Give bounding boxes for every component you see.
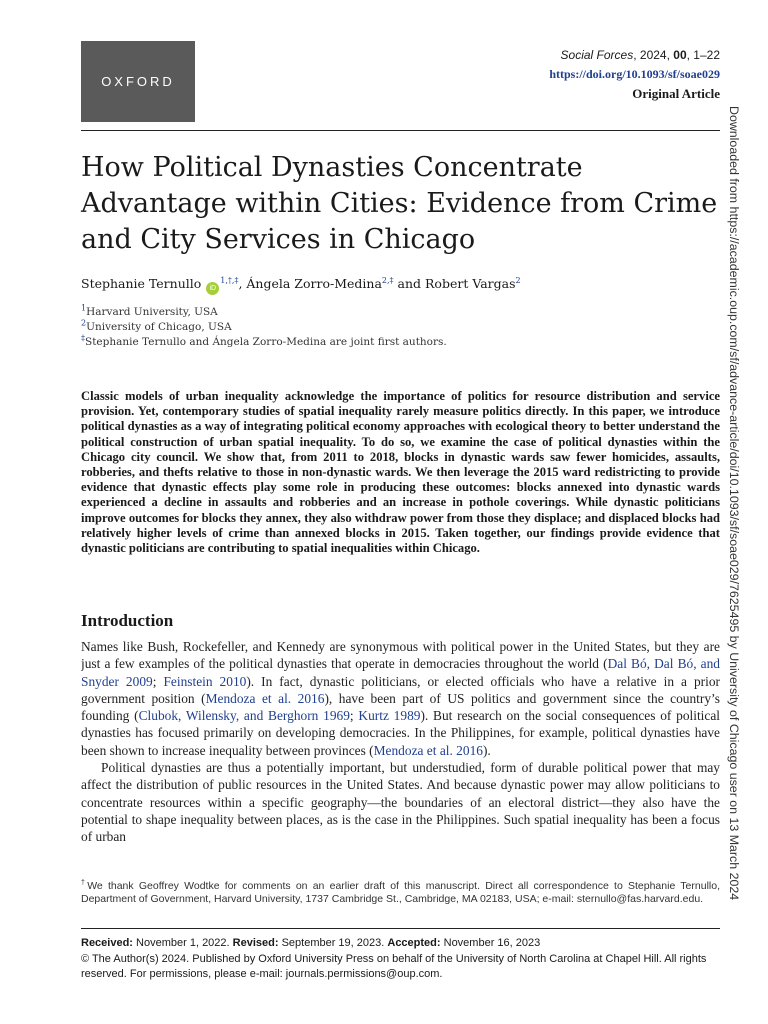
logo-text: OXFORD bbox=[101, 74, 175, 89]
abstract: Classic models of urban inequality acknowledge the importance of politics for resource distribution and service provision. Yet, contemporary studies of spatial inequality rarely measure politics directly. In this paper, we introduce political dynasties as a way of integrating political economy approaches with ecological theory to better understand the political construction of urban spatial inequality. To do so, we examine the case of political dynasties within the Chicago city council. We show that, from 2011 to 2018, blocks in dynastic wards saw fewer homicides, assaults, robberies, and thefts relative to those in non-dynastic wards. We then leverage the 2015 ward redistricting to provide evidence that dynastic effects play some role in producing these outcomes: blocks annexed into dynastic wards experienced a decline in assaults and robberies and an increase in pothole coverings. While dynastic politicians improve outcomes for blocks they annex, they also withdraw power from those they displace; and displaced blocks had relatively higher levels of crime than annexed blocks in 2015. Taken together, our findings provide evidence that dynastic politicians are contributing to spatial inequalities within Chicago. bbox=[81, 389, 720, 556]
download-note: Downloaded from https://academic.oup.com/sf/advance-article/doi/10.1093/sf/soae029/7625495 by University of Chicago user on 13 March 2024 bbox=[727, 106, 741, 901]
download-sidebar bbox=[726, 106, 742, 916]
affiliation-sup: 1 bbox=[81, 303, 87, 313]
doi-link[interactable]: https://doi.org/10.1093/sf/soae029 bbox=[549, 67, 720, 81]
author-sup[interactable]: 2,‡ bbox=[381, 275, 394, 285]
affiliation-item bbox=[81, 305, 447, 320]
affiliation-text: Harvard University, USA bbox=[86, 306, 218, 318]
author-sup[interactable]: 1,†,‡ bbox=[220, 275, 239, 285]
affiliation-item bbox=[81, 335, 447, 350]
accepted-date: November 16, 2023 bbox=[440, 937, 541, 949]
author-separator: and bbox=[393, 276, 426, 291]
journal-year: , 2024, bbox=[633, 48, 674, 62]
journal-volume: 00 bbox=[673, 48, 687, 62]
header-rule bbox=[81, 130, 720, 131]
citation-link[interactable]: Dal Bó, Dal Bó, and Snyder 2009 bbox=[81, 656, 720, 689]
footer-rule bbox=[81, 928, 720, 929]
text-run: ). In fact, dynastic politicians, or elected officials who have a relative in a prior government position ( bbox=[81, 673, 720, 706]
affiliation-sup: ‡ bbox=[81, 333, 85, 343]
accepted-label: Accepted: bbox=[387, 937, 441, 949]
revised-date: September 19, 2023. bbox=[278, 937, 388, 949]
author-separator: , bbox=[238, 276, 247, 291]
orcid-icon[interactable]: iD bbox=[206, 282, 219, 295]
section-heading-introduction: Introduction bbox=[81, 611, 174, 630]
article-title: How Political Dynasties Concentrate Advantage within Cities: Evidence from Crime and City Services in Chicago bbox=[81, 152, 718, 255]
article-type: Original Article bbox=[632, 86, 720, 101]
author-name[interactable]: Ángela Zorro-Medina bbox=[246, 276, 382, 291]
footnote-sup: † bbox=[81, 879, 88, 887]
journal-info bbox=[549, 46, 720, 103]
journal-name: Social Forces bbox=[560, 48, 634, 62]
affiliation-sup: 2 bbox=[81, 318, 87, 328]
author-name[interactable]: Robert Vargas bbox=[425, 276, 516, 291]
revised-label: Revised: bbox=[232, 937, 279, 949]
footnote bbox=[81, 880, 720, 906]
received-date: November 1, 2022. bbox=[132, 937, 233, 949]
text-run: ), have been part of US politics and government since the country’s founding ( bbox=[81, 690, 720, 724]
affiliation-text: Stephanie Ternullo and Ángela Zorro-Medina are joint first authors. bbox=[85, 336, 447, 348]
journal-citation bbox=[549, 46, 720, 65]
paragraph: Political dynasties are thus a potentially important, but understudied, form of durable political power that may affect the distribution of public resources in the United States. And because dynastic power may allow politicians to concentrate resources within a specific geography—the boundaries of an electoral district—they also have the potential to shape inequality between places, as is the case in the Philippines. Such spatial inequality has been a focus of urban bbox=[81, 760, 720, 845]
oxford-logo bbox=[81, 41, 195, 122]
author-list bbox=[81, 276, 521, 295]
journal-pages: , 1–22 bbox=[686, 48, 720, 62]
affiliation-text: University of Chicago, USA bbox=[86, 321, 232, 333]
received-label: Received: bbox=[81, 937, 133, 949]
dates-line bbox=[81, 936, 720, 952]
citation-link[interactable]: Feinstein 2010 bbox=[163, 673, 247, 689]
text-run: ; bbox=[349, 708, 359, 724]
citation-link[interactable]: Mendoza et al. 2016 bbox=[205, 690, 325, 706]
paragraph bbox=[81, 638, 720, 759]
footnote-text: We thank Geoffrey Wodtke for comments on an earlier draft of this manuscript. Direct all correspondence to Stephanie Ternullo, Department of Government, Harvard University, 1737 Cambridge St., Cambridge, MA 02183, USA; e-mail: sternullo@fas.harvard.edu. bbox=[81, 880, 720, 905]
citation-link[interactable]: Kurtz 1989 bbox=[358, 708, 421, 724]
affiliation-item bbox=[81, 320, 447, 335]
text-run: Names like Bush, Rockefeller, and Kennedy are synonymous with political power in the United States, but they are just a few examples of the political dynasties that operate in democracies throughout the world ( bbox=[81, 639, 720, 672]
citation-link[interactable]: Clubok, Wilensky, and Berghorn 1969 bbox=[138, 708, 350, 724]
affiliations bbox=[81, 305, 447, 350]
author-sup[interactable]: 2 bbox=[515, 275, 521, 285]
copyright-notice: © The Author(s) 2024. Published by Oxford University Press on behalf of the University of North Carolina at Chapel Hill. All rights reserved. For permissions, please e-mail: journals.permissions@oup.com. bbox=[81, 952, 707, 980]
publication-dates bbox=[81, 936, 720, 983]
text-run: ; bbox=[152, 673, 164, 689]
text-run: ). bbox=[482, 742, 491, 758]
author-name[interactable]: Stephanie Ternullo bbox=[81, 276, 202, 291]
introduction-body bbox=[81, 638, 720, 864]
text-run: ). But research on the social consequences of political dynasties has focused primarily on developing democracies. In the Philippines, for example, political dynasties have been shown to increase inequality between provinces ( bbox=[81, 708, 720, 758]
citation-link[interactable]: Mendoza et al. 2016 bbox=[373, 742, 483, 758]
